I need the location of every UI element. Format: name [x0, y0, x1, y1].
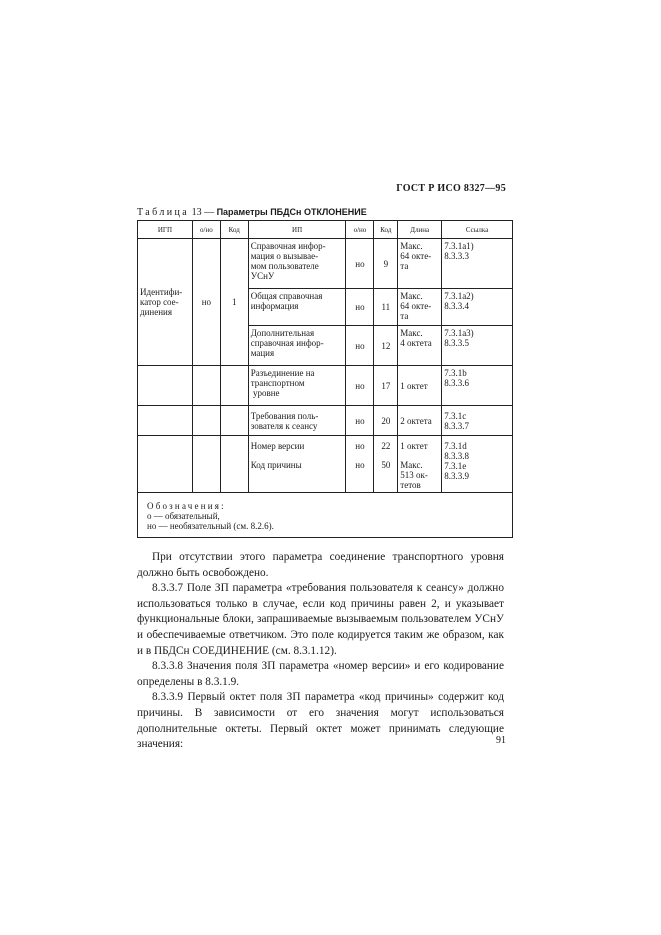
- caption-number: 13 —: [191, 207, 215, 218]
- ip-cell: Дополнительная справочная инфор- мация: [248, 326, 346, 366]
- col-header-kod: Код: [220, 221, 248, 239]
- ip-ono-reason: но: [355, 460, 365, 470]
- table-caption: [137, 207, 367, 218]
- col-header-length: Длина: [398, 221, 442, 239]
- caption-prefix: Таблица: [137, 207, 190, 218]
- ip-ono-cell: но: [346, 239, 374, 289]
- ref-cell: 7.3.1а2) 8.3.3.4: [442, 289, 513, 326]
- paragraph: 8.3.3.9 Первый октет поля ЗП параметра «код причины» содержит код причины. В зависимости от его значения могут использоваться дополнительные октеты. Первый октет может принимать следующие значения:: [137, 691, 504, 751]
- document-header: ГОСТ Р ИСО 8327—95: [396, 183, 506, 194]
- ip-cell-combined: [248, 436, 346, 493]
- length-version: 1 октет: [400, 441, 428, 451]
- parameters-table: [137, 220, 513, 538]
- length-combined: [398, 436, 442, 493]
- length-reason: Макс. 513 ок- тетов: [400, 460, 428, 490]
- ip-cell: Общая справочная информация: [248, 289, 346, 326]
- col-header-ip: ИП: [248, 221, 346, 239]
- col-header-ono: о/но: [192, 221, 220, 239]
- ip-ono-cell: но: [346, 326, 374, 366]
- ref-reason: 7.3.1e 8.3.3.9: [444, 461, 469, 481]
- ip-version: Номер версии: [250, 441, 305, 451]
- col-header-ip-kod: Код: [374, 221, 398, 239]
- ip-cell: Справочная инфор- мация о вызывае- мом пользователе УСнУ: [248, 239, 346, 289]
- igp-cell: Идентифи- катор сое- динения: [138, 239, 193, 366]
- page-number: 91: [496, 735, 506, 746]
- ip-ono-cell: но: [346, 406, 374, 436]
- notes-row: [138, 493, 513, 538]
- ref-version: 7.3.1d 8.3.3.8: [444, 441, 469, 461]
- col-header-ref: Ссылка: [442, 221, 513, 239]
- ip-kod-cell: 17: [374, 366, 398, 406]
- igp-ono-cell: но: [192, 239, 220, 366]
- paragraph: 8.3.3.8 Значения поля ЗП параметра «номер версии» и его кодирование определены в 8.3.1.9.: [137, 660, 504, 688]
- notes-line-2: но — необязательный (см. 8.2.6).: [147, 521, 274, 531]
- ref-cell: 7.3.1b 8.3.3.6: [442, 366, 513, 406]
- table-row: [138, 366, 513, 406]
- igp-kod-cell: 1: [220, 239, 248, 366]
- ip-kod-version: 22: [381, 441, 391, 451]
- ip-ono-version: но: [355, 441, 365, 451]
- length-cell: Макс. 64 окте- та: [398, 289, 442, 326]
- ref-cell: 7.3.1c 8.3.3.7: [442, 406, 513, 436]
- col-header-igp: ИГП: [138, 221, 193, 239]
- table-row: [138, 406, 513, 436]
- length-cell: Макс. 64 окте- та: [398, 239, 442, 289]
- body-text: [137, 550, 504, 753]
- ref-combined: [442, 436, 513, 493]
- length-cell: 2 октета: [398, 406, 442, 436]
- ip-kod-cell: 11: [374, 289, 398, 326]
- notes-line-1: о — обязательный,: [147, 511, 220, 521]
- ip-kod-combined: [374, 436, 398, 493]
- length-cell: 1 октет: [398, 366, 442, 406]
- length-cell: Макс. 4 октета: [398, 326, 442, 366]
- ip-reason: Код причины: [250, 460, 302, 470]
- notes-title: Обозначения:: [147, 501, 226, 511]
- table-row: [138, 239, 513, 289]
- ip-ono-cell: но: [346, 366, 374, 406]
- notes-cell: [138, 493, 513, 538]
- ip-ono-combined: [346, 436, 374, 493]
- col-header-ip-ono: о/но: [346, 221, 374, 239]
- ip-kod-reason: 50: [381, 460, 391, 470]
- paragraph: 8.3.3.7 Поле ЗП параметра «требования пользователя к сеансу» должно использоваться только в случае, если код причины равен 2, и указывает функциональные блоки, запрашиваемые вызываемым пользователем УСнУ и обеспечиваемые ответчиком. Это поле кодируется таким же образом, как и в ПБДСн СОЕДИНЕНИЕ (см. 8.3.1.12).: [137, 582, 504, 657]
- ip-cell: Разъединение на транспортном уровне: [248, 366, 346, 406]
- paragraph: При отсутствии этого параметра соединение транспортного уровня должно быть освобождено.: [137, 551, 504, 579]
- table-header-row: [138, 221, 513, 239]
- ip-cell: Требования поль- зователя к сеансу: [248, 406, 346, 436]
- ip-kod-cell: 12: [374, 326, 398, 366]
- ip-kod-cell: 9: [374, 239, 398, 289]
- ip-ono-cell: но: [346, 289, 374, 326]
- caption-title: Параметры ПБДСн ОТКЛОНЕНИЕ: [216, 207, 367, 217]
- ref-cell: 7.3.1а3) 8.3.3.5: [442, 326, 513, 366]
- ip-kod-cell: 20: [374, 406, 398, 436]
- table-row: [138, 436, 513, 493]
- ref-cell: 7.3.1а1) 8.3.3.3: [442, 239, 513, 289]
